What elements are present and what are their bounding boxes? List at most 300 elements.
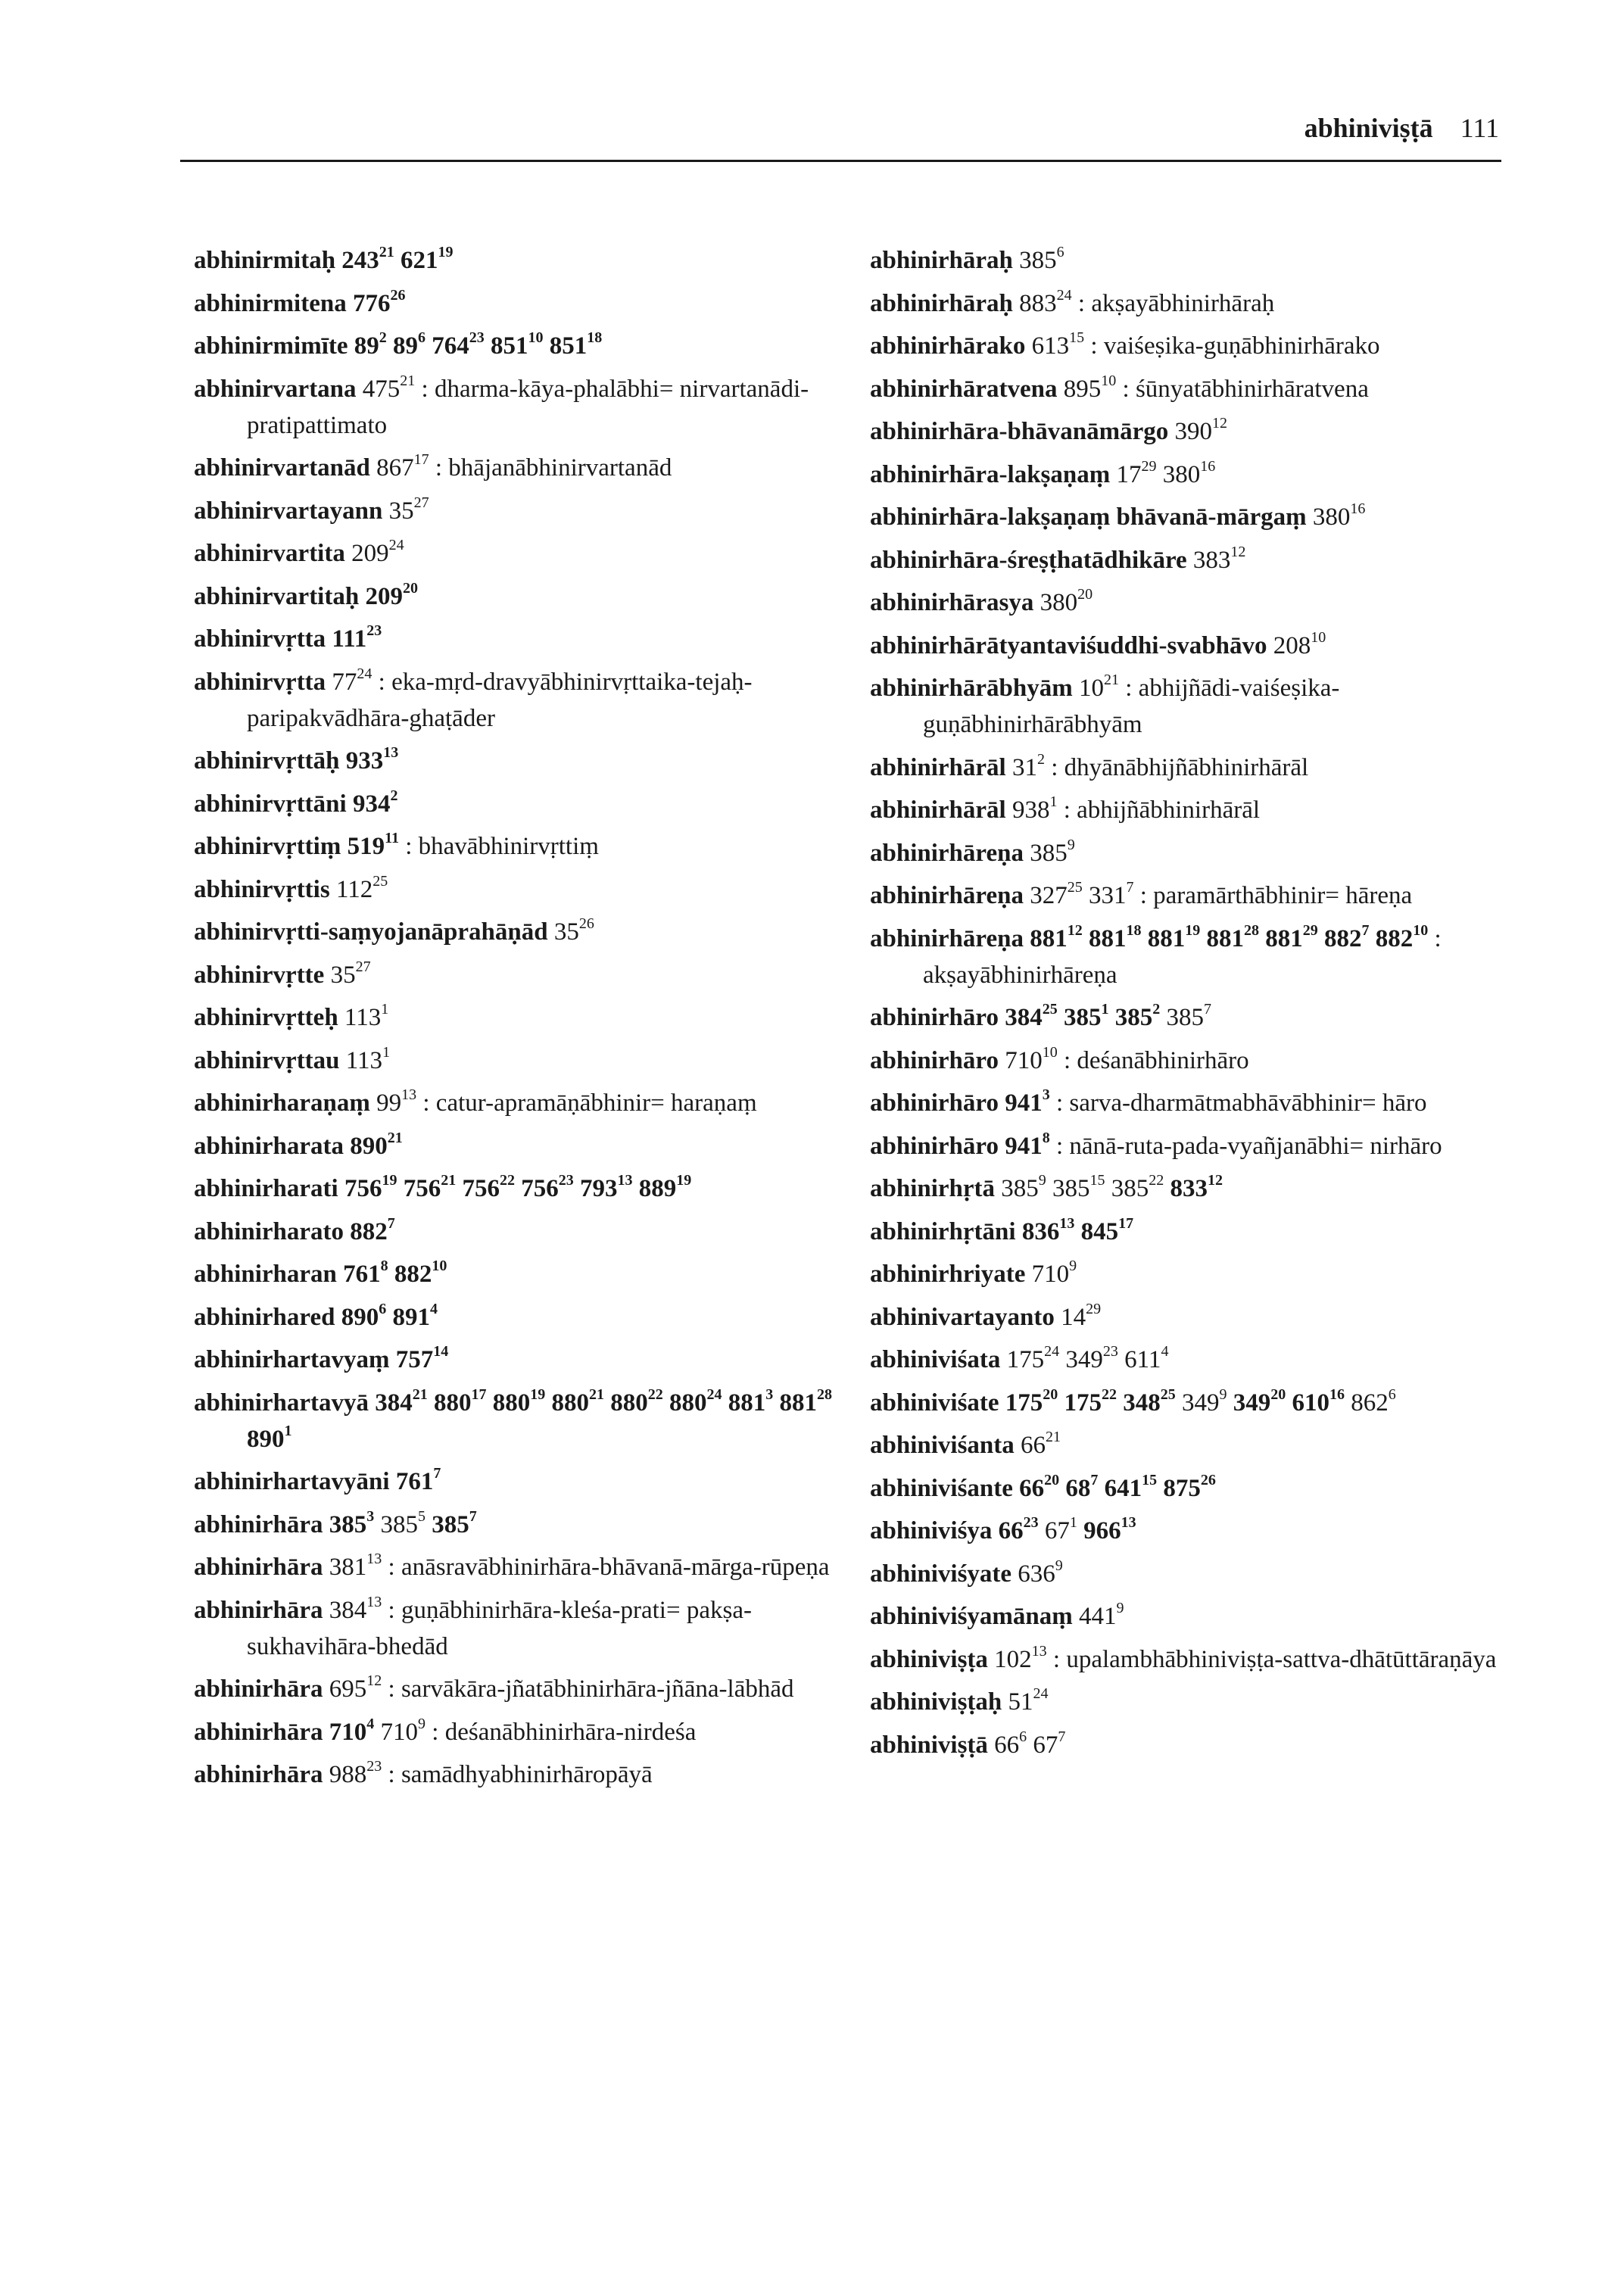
index-entry [870, 921, 1521, 993]
reference-line: 28 [817, 1385, 833, 1403]
page-reference [1063, 1001, 1109, 1031]
page-reference [1033, 1728, 1066, 1759]
index-entry [870, 1043, 1521, 1079]
reference-page: 941 [1005, 1089, 1043, 1117]
reference-line: 24 [357, 665, 372, 682]
entry-headword: abhinirharan [194, 1261, 337, 1288]
reference-line: 27 [413, 494, 429, 511]
page-reference [1079, 1600, 1124, 1630]
reference-line: 21 [1104, 672, 1119, 688]
page-reference [1052, 1172, 1105, 1202]
page-reference [345, 744, 399, 775]
page-reference [994, 1642, 1047, 1673]
page-reference [1031, 329, 1085, 360]
reference-page: 17 [1116, 460, 1142, 488]
page-reference [354, 329, 387, 360]
page-reference [1001, 1172, 1046, 1202]
reference-line: 10 [1042, 1043, 1058, 1061]
entry-headword: abhinirhāra-lakṣaṇaṃ [870, 460, 1111, 488]
index-entry [194, 285, 845, 322]
index-entry [194, 871, 845, 908]
entry-headword: abhiniviśate [870, 1389, 999, 1417]
page-reference [1005, 1043, 1058, 1074]
index-entry [870, 1427, 1521, 1463]
reference-line: 9 [1067, 836, 1075, 853]
entry-headword: abhinirhṛtāni [870, 1217, 1016, 1245]
page-reference [1063, 372, 1117, 403]
page-reference [329, 1551, 382, 1581]
page-number: 111 [1460, 113, 1499, 143]
reference-page: 881 [1030, 924, 1068, 952]
reference-page: 384 [1005, 1004, 1043, 1031]
page-reference [1065, 1343, 1118, 1373]
page-reference [1323, 921, 1370, 952]
reference-page: 776 [352, 289, 391, 317]
entry-headword: abhiniviśata [870, 1346, 1001, 1373]
page-reference [362, 372, 416, 403]
reference-line: 1 [1049, 793, 1058, 810]
index-entry [194, 535, 845, 572]
entry-headword: abhinirhārāl [870, 753, 1006, 781]
index-entry [194, 1214, 845, 1250]
reference-page: 710 [1031, 1261, 1070, 1288]
index-entry [194, 1256, 845, 1292]
reference-line: 22 [1149, 1172, 1164, 1189]
reference-page: 890 [341, 1303, 379, 1331]
reference-line: 24 [1044, 1343, 1060, 1360]
reference-line: 25 [372, 872, 388, 890]
reference-page: 938 [1011, 796, 1050, 824]
entry-context: : bhavābhinirvṛttiṃ [405, 833, 599, 860]
entry-headword: abhinirhāro [870, 1046, 999, 1074]
page-reference [1021, 1429, 1061, 1459]
reference-page: 988 [329, 1761, 367, 1788]
index-entry [870, 877, 1521, 914]
page-reference [994, 1728, 1027, 1759]
reference-page: 381 [329, 1554, 367, 1581]
page-reference [669, 1385, 722, 1417]
reference-page: 882 [1323, 924, 1362, 952]
index-entry [194, 493, 845, 529]
reference-line: 14 [433, 1343, 449, 1360]
index-entry [194, 1385, 845, 1457]
page-reference [1030, 836, 1075, 867]
page-header [0, 112, 1499, 144]
reference-page: 112 [335, 875, 373, 903]
reference-page: 385 [1166, 1004, 1204, 1031]
reference-page: 14 [1061, 1303, 1086, 1331]
index-entry [870, 1641, 1521, 1678]
reference-page: 385 [1063, 1004, 1102, 1031]
index-entry [194, 999, 845, 1036]
reference-page: 833 [1170, 1175, 1208, 1202]
page-reference [1375, 921, 1429, 952]
page-reference [1080, 1214, 1134, 1245]
reference-line: 12 [1211, 415, 1227, 432]
index-entry [194, 1299, 845, 1336]
reference-page: 349 [1182, 1389, 1220, 1417]
index-entry [870, 1256, 1521, 1292]
index-entry [194, 1170, 845, 1207]
reference-line: 3 [765, 1385, 774, 1403]
reference-line: 13 [366, 1551, 382, 1567]
index-entry [194, 1756, 845, 1793]
page-reference [1019, 244, 1064, 274]
entry-headword: abhinirvṛttiṃ [194, 833, 341, 860]
reference-page: 889 [638, 1175, 677, 1202]
index-entry [194, 743, 845, 779]
index-entry [194, 786, 845, 822]
reference-page: 836 [1021, 1217, 1060, 1245]
entry-headword: abhinirhāreṇa [870, 924, 1024, 952]
reference-line: 7 [1058, 1728, 1066, 1745]
page-reference [393, 329, 425, 360]
entry-headword: abhinirvartanād [194, 454, 370, 482]
reference-page: 882 [350, 1217, 388, 1245]
entry-headword: abhinirhāra-bhāvanāmārgo [870, 418, 1169, 445]
index-entry [194, 1128, 845, 1164]
page-reference [1030, 921, 1083, 952]
reference-line: 23 [469, 329, 485, 346]
reference-line: 12 [366, 1672, 382, 1689]
reference-page: 77 [332, 668, 357, 696]
reference-line: 16 [1329, 1385, 1345, 1403]
index-entry [194, 828, 845, 865]
reference-page: 756 [462, 1175, 500, 1202]
reference-line: 6 [379, 1300, 387, 1317]
entry-context: : anāsravābhinirhāra-bhāvanā-mārga-rūpeṇa [388, 1554, 830, 1581]
page-reference [1163, 1471, 1216, 1502]
reference-line: 15 [1142, 1471, 1158, 1488]
reference-page: 35 [330, 961, 356, 989]
reference-page: 845 [1080, 1217, 1119, 1245]
entry-headword: abhinirhared [194, 1303, 335, 1331]
reference-page: 385 [1030, 839, 1068, 867]
reference-page: 385 [380, 1510, 419, 1538]
page-reference [341, 1300, 387, 1331]
reference-page: 66 [998, 1517, 1024, 1544]
page-reference [1005, 1129, 1050, 1160]
page-reference [1111, 1172, 1164, 1202]
reference-page: 475 [362, 375, 401, 403]
reference-page: 66 [994, 1731, 1020, 1759]
reference-line: 21 [387, 1129, 403, 1146]
reference-page: 66 [1019, 1474, 1045, 1502]
reference-page: 793 [579, 1175, 618, 1202]
reference-line: 2 [1036, 750, 1045, 768]
reference-page: 636 [1018, 1560, 1055, 1588]
index-entry [870, 1170, 1521, 1207]
page-reference [1030, 879, 1083, 909]
page-reference [1061, 1300, 1102, 1331]
entry-headword: abhinirharato [194, 1217, 344, 1245]
reference-page: 941 [1005, 1132, 1043, 1160]
reference-page: 966 [1083, 1517, 1121, 1544]
page-reference [1114, 1001, 1161, 1031]
reference-line: 16 [1350, 500, 1366, 517]
reference-page: 895 [1063, 375, 1102, 403]
page-reference [1005, 1086, 1050, 1117]
entry-context: : upalambhābhiniviṣṭa-sattva-dhātūttāraṇāya [1052, 1645, 1497, 1673]
page-reference [1104, 1471, 1158, 1502]
entry-headword: abhiniviśante [870, 1474, 1013, 1502]
reference-line: 6 [1388, 1385, 1396, 1403]
reference-line: 23 [1102, 1343, 1118, 1360]
reference-line: 25 [1160, 1385, 1176, 1403]
entry-headword: abhinirhārāl [870, 796, 1006, 824]
reference-page: 10 [1079, 675, 1104, 702]
page-reference [332, 665, 372, 696]
reference-line: 7 [433, 1465, 441, 1482]
index-entry [194, 1043, 845, 1079]
reference-line: 6 [418, 329, 425, 346]
page-reference [1088, 879, 1134, 909]
reference-page: 621 [401, 247, 438, 274]
entry-headword: abhinirhāreṇa [870, 839, 1024, 867]
reference-line: 24 [706, 1385, 722, 1403]
page-reference [638, 1172, 692, 1202]
entry-headword: abhinirhārasya [870, 589, 1034, 616]
reference-page: 175 [1006, 1346, 1045, 1373]
reference-page: 881 [1088, 924, 1127, 952]
index-entry [194, 1592, 845, 1665]
reference-line: 8 [380, 1258, 388, 1274]
entry-headword: abhinirmitaḥ [194, 247, 336, 274]
index-entry [194, 1671, 845, 1707]
page-reference [394, 1258, 447, 1288]
index-entry [194, 328, 845, 364]
entry-headword: abhinirhāra [194, 1761, 323, 1788]
page-reference [1079, 672, 1119, 702]
reference-line: 9 [1055, 1557, 1063, 1574]
index-entry [870, 1342, 1521, 1378]
page-reference [432, 329, 485, 360]
reference-line: 1 [284, 1422, 292, 1439]
index-entry [870, 1470, 1521, 1507]
page-reference [329, 1715, 375, 1746]
entry-headword: abhinirhāra-śreṣṭhatādhikāre [870, 546, 1187, 574]
entry-headword: abhinirhāra [194, 1510, 323, 1538]
page-reference [380, 1715, 426, 1746]
page-reference [329, 1758, 382, 1788]
entry-headword: abhiniviśya [870, 1517, 993, 1544]
reference-page: 349 [1233, 1389, 1271, 1417]
reference-line: 1 [1069, 1514, 1077, 1531]
reference-line: 19 [1185, 921, 1201, 939]
reference-page: 67 [1033, 1731, 1058, 1759]
reference-line: 7 [387, 1214, 395, 1232]
index-entry [870, 1299, 1521, 1336]
reference-page: 880 [492, 1389, 531, 1417]
reference-page: 881 [728, 1389, 766, 1417]
reference-page: 331 [1088, 882, 1127, 909]
page-reference [344, 1001, 389, 1031]
reference-page: 710 [380, 1718, 419, 1746]
reference-line: 28 [1243, 921, 1259, 939]
reference-page: 851 [491, 332, 528, 360]
reference-page: 862 [1351, 1389, 1389, 1417]
reference-page: 890 [350, 1132, 388, 1160]
reference-line: 24 [1056, 286, 1072, 304]
entry-context: : śūnyatābhinirhāratvena [1122, 375, 1369, 403]
entry-headword: abhinirhāro [870, 1004, 999, 1031]
reference-line: 4 [429, 1300, 438, 1317]
reference-page: 756 [403, 1175, 441, 1202]
reference-line: 26 [1200, 1471, 1216, 1488]
page-reference [1005, 1001, 1058, 1031]
reference-page: 882 [1375, 924, 1414, 952]
reference-page: 764 [432, 332, 469, 360]
index-entry [194, 621, 845, 657]
reference-line: 21 [379, 244, 394, 260]
reference-page: 390 [1174, 418, 1212, 445]
entry-context: : sarva-dharmātmabhāvābhinir= hāro [1055, 1089, 1427, 1117]
entry-context: : guṇābhinirhāra-kleśa-prati= pakṣa-sukhavihāra-bhedād [247, 1596, 752, 1660]
index-entry [194, 450, 845, 486]
entry-headword: abhinirhārātyantaviśuddhi-svabhāvo [870, 631, 1267, 659]
reference-line: 9 [1116, 1600, 1124, 1616]
reference-line: 21 [589, 1385, 605, 1403]
reference-page: 613 [1031, 332, 1070, 360]
entry-headword: abhinirhāro [870, 1132, 999, 1160]
page-reference [1019, 1471, 1060, 1502]
page-reference [1018, 1557, 1063, 1588]
reference-page: 875 [1163, 1474, 1201, 1502]
index-entry [194, 1714, 845, 1750]
page-reference [329, 1507, 375, 1538]
reference-page: 385 [329, 1510, 367, 1538]
reference-page: 934 [352, 790, 391, 818]
index-entry [870, 1727, 1521, 1763]
page-reference [1273, 628, 1326, 659]
entry-headword: abhinirhāra-lakṣaṇaṃ bhāvanā-mārgaṃ [870, 503, 1307, 531]
page-reference [728, 1385, 774, 1417]
page-reference [1174, 415, 1227, 445]
page-reference [329, 1593, 382, 1624]
reference-page: 243 [341, 247, 379, 274]
page-reference [376, 451, 429, 482]
index-entry [870, 457, 1521, 493]
entry-headword: abhinirhāraḥ [870, 247, 1013, 274]
index-entry [194, 914, 845, 950]
running-head: abhiniviṣṭā [1304, 113, 1433, 143]
reference-line: 9 [418, 1715, 426, 1732]
reference-page: 881 [1206, 924, 1244, 952]
index-entry [870, 285, 1521, 322]
reference-line: 8 [1042, 1129, 1050, 1146]
entry-headword: abhinirvṛttau [194, 1046, 340, 1074]
entry-headword: abhiniviṣṭā [870, 1731, 988, 1759]
entry-context: : samādhyabhinirhāropāyā [388, 1761, 653, 1788]
reference-line: 15 [1089, 1172, 1105, 1189]
entry-headword: abhinirvartita [194, 540, 345, 567]
reference-page: 890 [247, 1425, 285, 1453]
reference-line: 4 [1161, 1343, 1169, 1360]
reference-page: 611 [1124, 1346, 1161, 1373]
reference-page: 881 [779, 1389, 818, 1417]
entry-headword: abhinirhāra [194, 1675, 323, 1703]
reference-line: 15 [1069, 329, 1085, 346]
page-reference [1312, 500, 1366, 531]
page-reference [343, 1258, 388, 1288]
index-entry [870, 1385, 1521, 1421]
entry-headword: abhinirhārako [870, 332, 1026, 360]
index-column-right [870, 242, 1521, 1769]
reference-page: 35 [553, 918, 579, 946]
reference-line: 18 [587, 329, 603, 346]
entry-headword: abhinirhriyate [870, 1261, 1026, 1288]
reference-line: 26 [390, 286, 406, 304]
reference-page: 891 [392, 1303, 430, 1331]
page-reference [1265, 921, 1318, 952]
reference-line: 11 [385, 830, 399, 846]
reference-line: 22 [1102, 1385, 1117, 1403]
entry-headword: abhinirvṛtte [194, 961, 325, 989]
index-entry [870, 628, 1521, 664]
reference-line: 10 [1413, 921, 1429, 939]
page-reference [462, 1172, 515, 1202]
reference-line: 9 [1069, 1258, 1077, 1274]
page-reference [1044, 1514, 1077, 1544]
reference-line: 25 [1067, 879, 1083, 896]
reference-page: 51 [1008, 1688, 1033, 1716]
reference-page: 349 [1065, 1346, 1103, 1373]
entry-headword: abhinirhāratvena [870, 375, 1058, 403]
page-reference [521, 1172, 574, 1202]
page-reference [1162, 457, 1216, 488]
entry-headword: abhiniviśyamānaṃ [870, 1603, 1073, 1630]
reference-line: 2 [390, 787, 398, 804]
page-reference [341, 244, 394, 274]
index-entry [870, 1684, 1521, 1720]
reference-page: 208 [1273, 631, 1311, 659]
index-entry [870, 542, 1521, 578]
reference-page: 89 [393, 332, 418, 360]
entry-headword: abhinirmimīte [194, 332, 348, 360]
reference-line: 20 [1044, 1471, 1060, 1488]
page-reference [491, 329, 544, 360]
entry-headword: abhinirharati [194, 1175, 338, 1202]
reference-line: 12 [1230, 543, 1246, 560]
entry-context: : eka-mṛd-dravyābhinirvṛttaika-tejaḥ-paripakvādhāra-ghaṭāder [247, 668, 753, 732]
reference-line: 12 [1067, 921, 1083, 939]
reference-line: 12 [1208, 1172, 1223, 1189]
index-entry [194, 957, 845, 993]
entry-headword: abhinivartayanto [870, 1303, 1055, 1331]
index-entry [870, 1214, 1521, 1250]
reference-page: 880 [610, 1389, 648, 1417]
entry-headword: abhinirhāreṇa [870, 882, 1024, 909]
reference-line: 23 [1023, 1514, 1039, 1531]
reference-line: 27 [355, 958, 371, 975]
reference-line: 17 [413, 451, 429, 468]
entry-headword: abhinirvṛtta [194, 668, 326, 696]
index-entry [870, 999, 1521, 1036]
page-reference [395, 1465, 441, 1495]
reference-page: 35 [388, 497, 414, 525]
page-reference [350, 1214, 395, 1245]
page-reference [1031, 1258, 1077, 1288]
reference-line: 22 [499, 1172, 515, 1189]
page-reference [1182, 1385, 1227, 1417]
reference-page: 757 [395, 1346, 434, 1373]
reference-line: 13 [617, 1172, 633, 1189]
page-reference [376, 1086, 417, 1117]
reference-page: 756 [344, 1175, 382, 1202]
page-reference [1233, 1385, 1286, 1417]
reference-line: 13 [1059, 1214, 1075, 1232]
entry-headword: abhinirhartavyā [194, 1389, 369, 1417]
